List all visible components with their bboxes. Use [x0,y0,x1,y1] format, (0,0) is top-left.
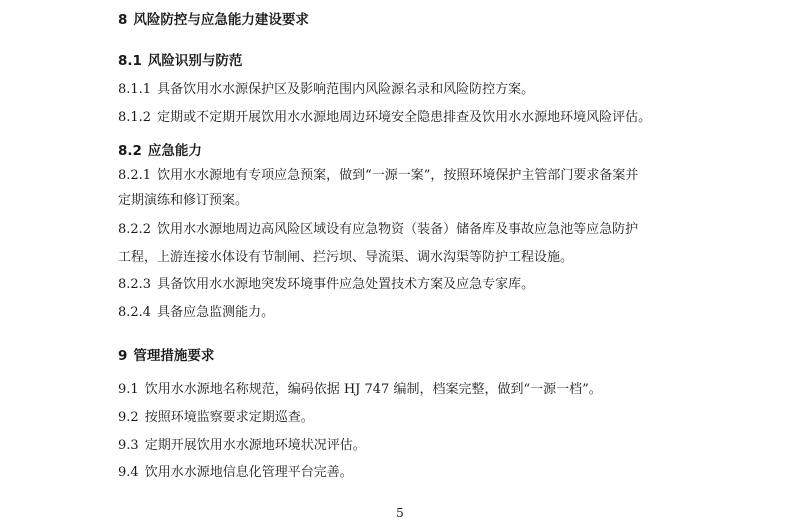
section-number: 8.2 [118,143,142,159]
section-8-2-heading [118,143,202,159]
clause-text: 定期演练和修订预案。 [118,193,249,208]
clause-8-2-3 [118,277,534,293]
section-title: 风险防控与应急能力建设要求 [133,12,309,28]
section-title: 风险识别与防范 [147,53,243,69]
clause-text: 饮用水水源地名称规范，编码依据 HJ 747 编制，档案完整，做到“一源一档”。 [144,382,602,397]
clause-number: 8.2.4 [118,305,152,320]
clause-8-2-4 [118,305,274,321]
clause-9-1 [118,382,602,398]
clause-number: 8.1.2 [118,110,152,125]
clause-number: 8.2.1 [118,168,152,183]
clause-8-2-2-line2 [118,250,573,266]
clause-8-2-1-line2 [118,193,248,209]
clause-8-2-1-line1 [118,168,638,184]
section-8-1-heading [118,53,242,69]
clause-number: 9.3 [118,438,139,453]
clause-text: 饮用水水源地周边高风险区域设有应急物资（装备）储备库及事故应急池等应急防护 [157,222,639,237]
clause-text: 饮用水水源地信息化管理平台完善。 [144,465,353,480]
clause-text: 饮用水水源地有专项应急预案，做到“一源一案”，按照环境保护主管部门要求备案并 [157,168,639,183]
clause-text: 具备饮用水水源保护区及影响范围内风险源名录和风险防控方案。 [157,82,535,97]
clause-9-3 [118,438,366,454]
clause-8-1-2 [118,110,651,126]
clause-number: 9.1 [118,382,139,397]
section-9-heading [118,348,214,364]
section-number: 8 [118,12,128,28]
clause-number: 8.1.1 [118,82,152,97]
clause-text: 工程，上游连接水体设有节制闸、拦污坝、导流渠、调水沟渠等防护工程设施。 [118,250,574,265]
clause-number: 8.2.3 [118,277,152,292]
clause-8-1-1 [118,82,534,98]
section-number: 9 [118,348,128,364]
clause-9-2 [118,410,314,426]
section-number: 8.1 [118,53,142,69]
clause-number: 9.4 [118,465,139,480]
clause-number: 9.2 [118,410,139,425]
clause-text: 按照环境监察要求定期巡查。 [144,410,314,425]
clause-text: 具备应急监测能力。 [157,305,275,320]
clause-9-4 [118,465,353,481]
clause-text: 定期开展饮用水水源地环境状况评估。 [144,438,366,453]
section-title: 管理措施要求 [133,348,215,364]
page-number: 5 [396,506,404,520]
clause-text: 定期或不定期开展饮用水水源地周边环境安全隐患排查及饮用水水源地环境风险评估。 [157,110,652,125]
section-title: 应急能力 [147,143,202,159]
clause-number: 8.2.2 [118,222,152,237]
section-8-heading [118,12,309,28]
clause-8-2-2-line1 [118,222,638,238]
clause-text: 具备饮用水水源地突发环境事件应急处置技术方案及应急专家库。 [157,277,535,292]
